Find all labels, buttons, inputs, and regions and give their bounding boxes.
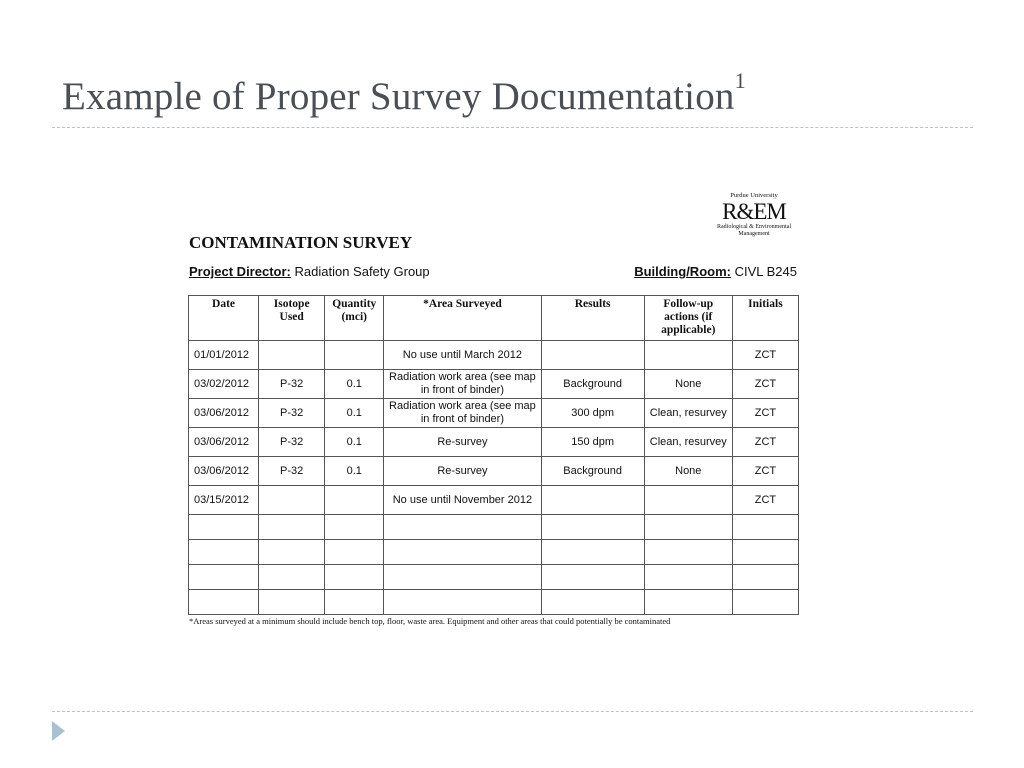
slide-title-text: Example of Proper Survey Documentation xyxy=(62,75,735,118)
date-cell: 03/06/2012 xyxy=(189,428,259,457)
area-cell: No use until March 2012 xyxy=(384,341,541,370)
results-cell: Background xyxy=(541,370,644,399)
initials-cell: ZCT xyxy=(732,341,798,370)
results-cell: Background xyxy=(541,457,644,486)
blank-cell xyxy=(644,515,732,540)
follow-up-cell: None xyxy=(644,457,732,486)
follow-up-cell: None xyxy=(644,370,732,399)
blank-cell xyxy=(541,515,644,540)
blank-cell xyxy=(541,590,644,615)
blank-cell xyxy=(189,515,259,540)
results-cell xyxy=(541,341,644,370)
table-row xyxy=(189,486,799,515)
blank-cell xyxy=(384,590,541,615)
column-header-quantity: Quantity (mci) xyxy=(325,296,384,341)
slide-title xyxy=(62,68,746,119)
date-cell: 03/15/2012 xyxy=(189,486,259,515)
date-cell: 03/06/2012 xyxy=(189,399,259,428)
table-row xyxy=(189,399,799,428)
blank-cell xyxy=(541,540,644,565)
results-cell: 150 dpm xyxy=(541,428,644,457)
blank-cell xyxy=(325,540,384,565)
table-row xyxy=(189,341,799,370)
blank-cell xyxy=(732,515,798,540)
blank-cell xyxy=(384,540,541,565)
logo-mark: R&EM xyxy=(722,199,786,224)
column-header-results: Results xyxy=(541,296,644,341)
blank-cell xyxy=(189,540,259,565)
isotope-cell xyxy=(259,486,325,515)
column-header-initials: Initials xyxy=(732,296,798,341)
area-cell: Re-survey xyxy=(384,428,541,457)
building-room-value: CIVL B245 xyxy=(734,264,797,279)
blank-cell xyxy=(732,590,798,615)
project-director-value: Radiation Safety Group xyxy=(294,264,430,279)
initials-cell: ZCT xyxy=(732,457,798,486)
blank-cell xyxy=(384,565,541,590)
blank-cell xyxy=(259,590,325,615)
bottom-divider xyxy=(52,711,973,712)
isotope-cell: P-32 xyxy=(259,457,325,486)
quantity-cell: 0.1 xyxy=(325,399,384,428)
blank-table-row xyxy=(189,590,799,615)
project-director-label: Project Director: xyxy=(189,264,291,279)
table-row xyxy=(189,428,799,457)
survey-table xyxy=(188,295,799,615)
blank-cell xyxy=(541,565,644,590)
building-room xyxy=(634,264,797,279)
play-arrow-icon xyxy=(52,721,65,741)
blank-cell xyxy=(325,590,384,615)
logo-top-text: Purdue University xyxy=(730,192,778,199)
blank-table-row xyxy=(189,515,799,540)
quantity-cell: 0.1 xyxy=(325,457,384,486)
quantity-cell: 0.1 xyxy=(325,428,384,457)
column-header-follow-up: Follow-up actions (if applicable) xyxy=(644,296,732,341)
area-cell: No use until November 2012 xyxy=(384,486,541,515)
area-cell: Re-survey xyxy=(384,457,541,486)
blank-cell xyxy=(189,565,259,590)
blank-cell xyxy=(189,590,259,615)
date-cell: 03/06/2012 xyxy=(189,457,259,486)
blank-cell xyxy=(325,515,384,540)
isotope-cell: P-32 xyxy=(259,428,325,457)
follow-up-cell xyxy=(644,341,732,370)
follow-up-cell: Clean, resurvey xyxy=(644,399,732,428)
blank-cell xyxy=(732,540,798,565)
column-header-isotope: Isotope Used xyxy=(259,296,325,341)
initials-cell: ZCT xyxy=(732,486,798,515)
blank-cell xyxy=(644,590,732,615)
initials-cell: ZCT xyxy=(732,399,798,428)
quantity-cell xyxy=(325,486,384,515)
blank-cell xyxy=(259,540,325,565)
column-header-date: Date xyxy=(189,296,259,341)
column-header-area: *Area Surveyed xyxy=(384,296,541,341)
title-footnote-marker: 1 xyxy=(734,68,746,93)
top-divider xyxy=(52,127,973,128)
blank-cell xyxy=(259,565,325,590)
blank-cell xyxy=(644,540,732,565)
table-row xyxy=(189,457,799,486)
form-title: CONTAMINATION SURVEY xyxy=(189,233,413,252)
blank-table-row xyxy=(189,540,799,565)
blank-cell xyxy=(384,515,541,540)
blank-cell xyxy=(732,565,798,590)
initials-cell: ZCT xyxy=(732,370,798,399)
project-director xyxy=(189,264,430,279)
blank-cell xyxy=(644,565,732,590)
results-cell: 300 dpm xyxy=(541,399,644,428)
area-cell: Radiation work area (see map in front of binder) xyxy=(384,399,541,428)
rem-logo xyxy=(713,192,795,238)
quantity-cell: 0.1 xyxy=(325,370,384,399)
table-header-row xyxy=(189,296,799,341)
isotope-cell: P-32 xyxy=(259,370,325,399)
blank-cell xyxy=(259,515,325,540)
building-room-label: Building/Room: xyxy=(634,264,731,279)
quantity-cell xyxy=(325,341,384,370)
table-row xyxy=(189,370,799,399)
initials-cell: ZCT xyxy=(732,428,798,457)
follow-up-cell xyxy=(644,486,732,515)
date-cell: 01/01/2012 xyxy=(189,341,259,370)
results-cell xyxy=(541,486,644,515)
follow-up-cell: Clean, resurvey xyxy=(644,428,732,457)
isotope-cell: P-32 xyxy=(259,399,325,428)
isotope-cell xyxy=(259,341,325,370)
date-cell: 03/02/2012 xyxy=(189,370,259,399)
footnote: *Areas surveyed at a minimum should include bench top, floor, waste area. Equipment and other areas that could potentially be contaminated xyxy=(189,616,671,626)
blank-table-row xyxy=(189,565,799,590)
blank-cell xyxy=(325,565,384,590)
logo-sub-text: Radiological & Environmental Management xyxy=(717,224,791,237)
area-cell: Radiation work area (see map in front of binder) xyxy=(384,370,541,399)
